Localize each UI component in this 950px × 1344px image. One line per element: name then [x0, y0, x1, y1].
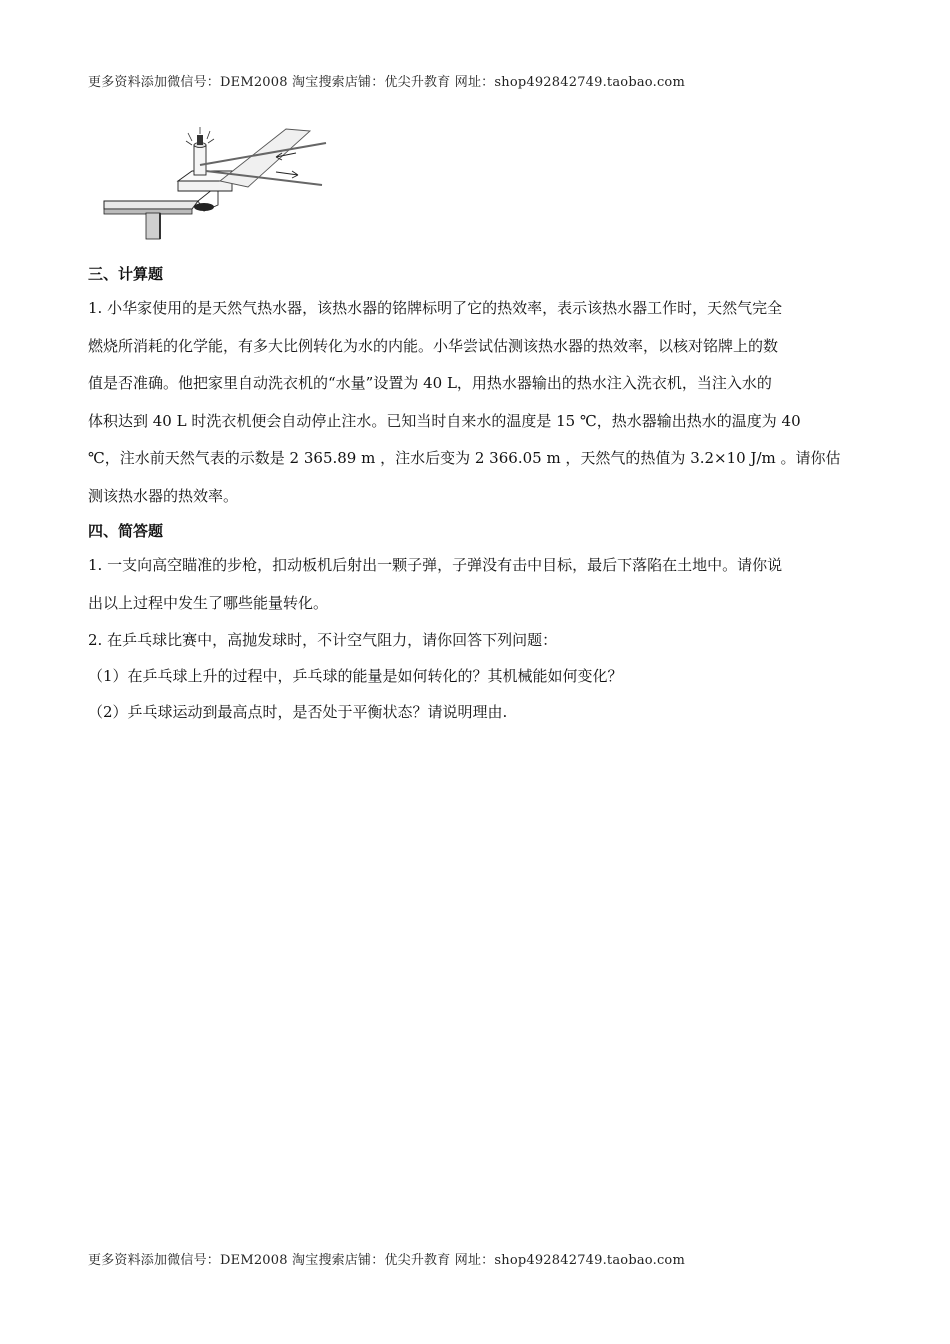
calc-q1-line: 体积达到 40 L 时洗衣机便会自动停止注水。已知当时自来水的温度是 15 ℃，热水器输出热水的温度为 40: [88, 411, 801, 430]
section-title-short-answer: 四、简答题: [88, 522, 164, 540]
content: [88, 258, 866, 730]
short-question-2-part-1: （1）在乒乓球上升的过程中，乒乓球的能量是如何转化的？其机械能如何变化？: [88, 667, 623, 685]
calc-question-1: [88, 290, 866, 515]
page-header: 更多资料添加微信号：DEM2008 淘宝搜索店铺：优尖升教育 网址：shop492842749.taobao.com: [88, 75, 685, 90]
short-question-2-part-2: （2）乒乓球运动到最高点时，是否处于平衡状态？请说明理由.: [88, 703, 508, 721]
calc-q1-line: 1. 小华家使用的是天然气热水器，该热水器的铭牌标明了它的热效率，表示该热水器工作时，天然气完全: [88, 299, 783, 317]
calc-q1-line: 燃烧所消耗的化学能，有多大比例转化为水的内能。小华尝试估测该热水器的热效率，以核对铭牌上的数: [88, 336, 779, 355]
calc-q1-line: 测该热水器的热效率。: [88, 486, 239, 505]
page-footer: 更多资料添加微信号：DEM2008 淘宝搜索店铺：优尖升教育 网址：shop492842749.taobao.com: [88, 1253, 685, 1268]
calc-q1-line: 值是否准确。他把家里自动洗衣机的“水量”设置为 40 L，用热水器输出的热水注入洗衣机，当注入水的: [88, 374, 772, 392]
calc-q1-line: ℃，注水前天然气表的示数是 2 365.89 m ，注水后变为 2 366.05 m ，天然气的热值为 3.2×10 J/m 。请你估: [88, 449, 841, 467]
section-title-calculation: 三、计算题: [88, 265, 164, 283]
short-question-1: [88, 547, 866, 622]
experiment-figure: [100, 125, 328, 245]
short-q1-line: 出以上过程中发生了哪些能量转化。: [88, 593, 329, 612]
short-q1-line: 1. 一支向高空瞄准的步枪，扣动板机后射出一颗子弹，子弹没有击中目标，最后下落陷在土地中。请你说: [88, 556, 783, 574]
short-question-2: 2. 在乒乓球比赛中，高抛发球时，不计空气阻力，请你回答下列问题：: [88, 631, 558, 649]
